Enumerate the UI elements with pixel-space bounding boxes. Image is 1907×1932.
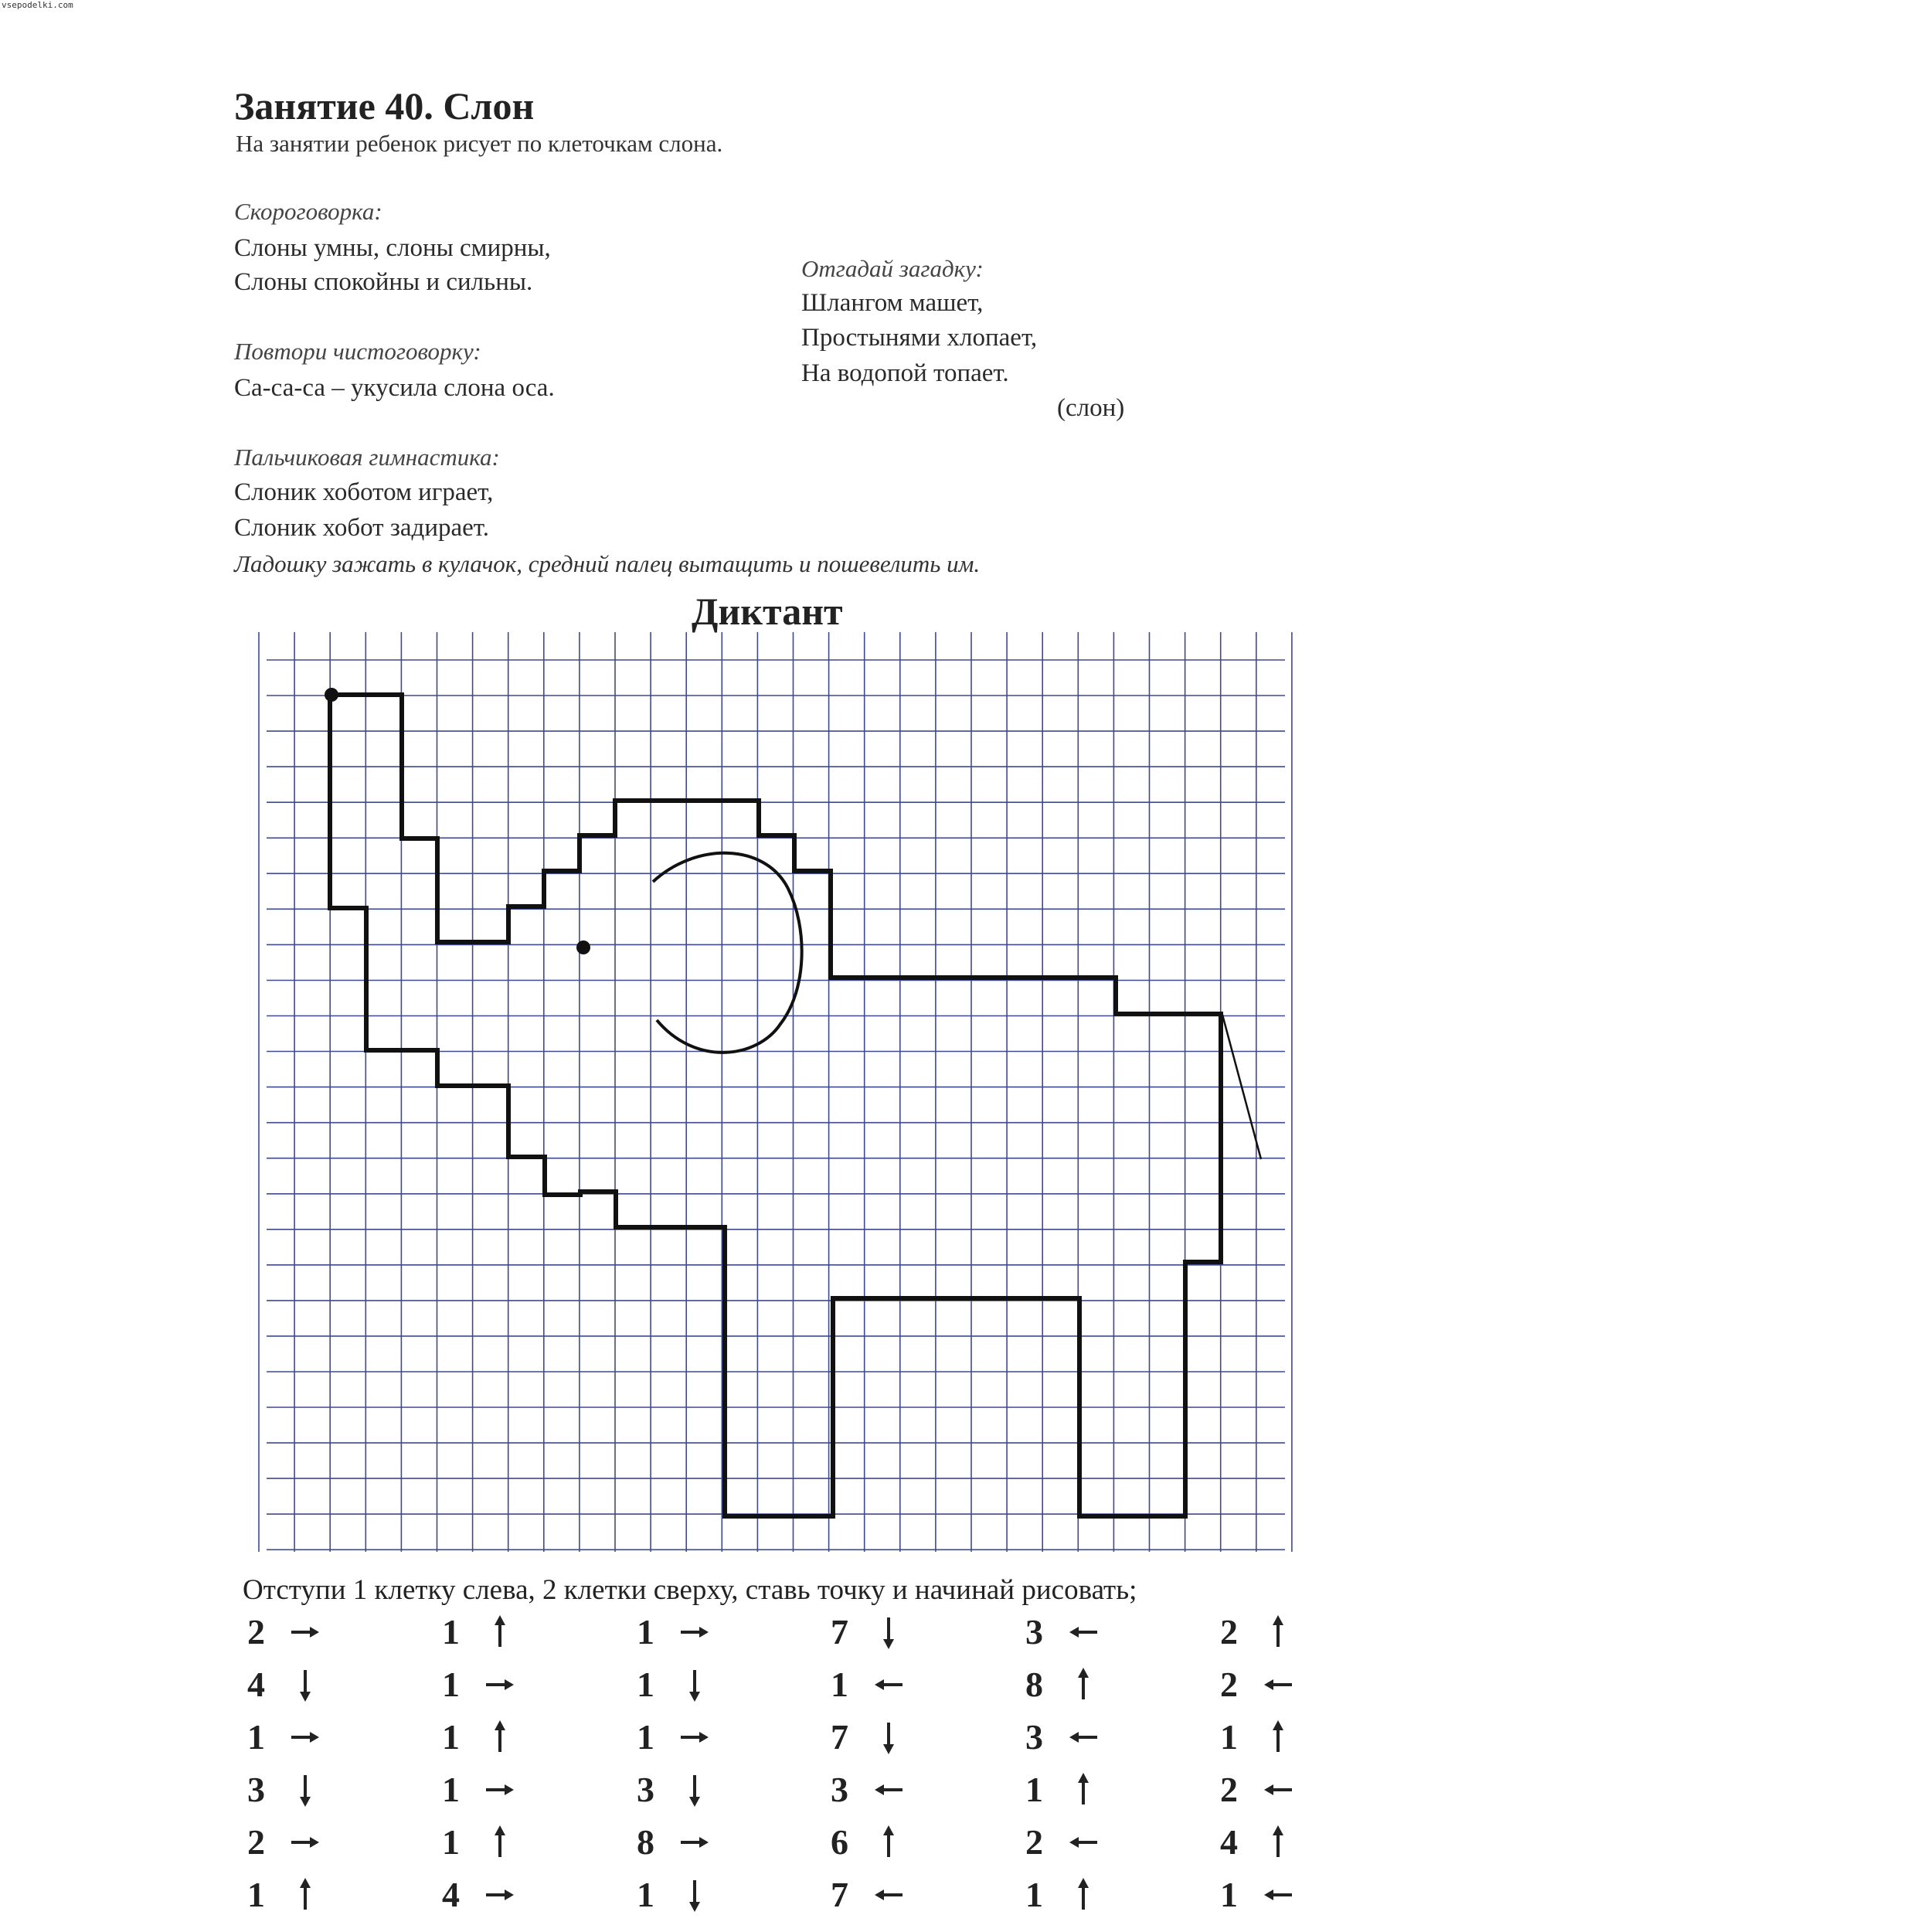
dictant-step [637, 1664, 791, 1716]
step-count: 2 [1220, 1612, 1238, 1651]
dictant-step [442, 1821, 597, 1874]
dictant-step [1220, 1664, 1375, 1716]
step-count: 7 [831, 1612, 848, 1651]
riddle-answer: (слон) [1057, 394, 1125, 422]
lesson-subtitle: На занятии ребенок рисует по клеточкам слона. [236, 130, 723, 157]
dictant-step [637, 1716, 791, 1769]
dictant-step [1025, 1769, 1180, 1821]
elephant-eye [576, 940, 590, 954]
step-count: 4 [442, 1875, 460, 1914]
arrow-up-icon [1068, 1770, 1099, 1809]
arrow-up-icon [484, 1718, 515, 1757]
tongue-twister-label: Скороговорка: [234, 198, 382, 225]
dictant-column [442, 1611, 597, 1927]
step-count: 1 [1220, 1717, 1238, 1757]
dictant-step [247, 1821, 402, 1874]
arrow-left-icon [873, 1876, 904, 1914]
dictant-step [1220, 1769, 1375, 1821]
arrow-right-icon [484, 1876, 515, 1914]
step-count: 1 [831, 1665, 848, 1704]
arrow-up-icon [484, 1823, 515, 1862]
dictant-step [442, 1664, 597, 1716]
arrow-right-icon [484, 1665, 515, 1704]
step-count: 7 [831, 1875, 848, 1914]
arrow-down-icon [679, 1876, 710, 1914]
arrow-right-icon [484, 1770, 515, 1809]
arrow-up-icon [1263, 1718, 1293, 1757]
arrow-down-icon [290, 1665, 321, 1704]
step-count: 2 [1220, 1770, 1238, 1809]
step-count: 2 [1025, 1822, 1043, 1862]
dictant-step [831, 1874, 985, 1927]
dictant-step [247, 1611, 402, 1664]
dictant-column [1025, 1611, 1180, 1927]
dictant-step [442, 1769, 597, 1821]
arrow-down-icon [873, 1613, 904, 1651]
elephant-tail [1222, 1015, 1261, 1159]
step-count: 3 [831, 1770, 848, 1809]
dictant-step [247, 1874, 402, 1927]
arrow-up-icon [873, 1823, 904, 1862]
dictant-step [1220, 1874, 1375, 1927]
pure-phrase-line: Са-са-са – укусила слона оса. [234, 374, 555, 402]
dictant-step [1025, 1874, 1180, 1927]
arrow-up-icon [1263, 1613, 1293, 1651]
tongue-twister-line: Слоны умны, слоны смирны, [234, 234, 551, 262]
step-count: 2 [247, 1822, 265, 1862]
finger-gym-line: Слоник хоботом играет, [234, 478, 494, 506]
arrow-down-icon [873, 1718, 904, 1757]
arrow-left-icon [1068, 1613, 1099, 1651]
arrow-left-icon [1263, 1876, 1293, 1914]
pure-phrase-label: Повтори чистоговорку: [234, 338, 481, 365]
step-count: 1 [442, 1612, 460, 1651]
arrow-right-icon [679, 1613, 710, 1651]
step-count: 8 [1025, 1665, 1043, 1704]
riddle-line: Шлангом машет, [801, 289, 984, 317]
dictant-step [637, 1874, 791, 1927]
dictant-step [247, 1769, 402, 1821]
dictant-step [1220, 1716, 1375, 1769]
dictant-step [637, 1611, 791, 1664]
watermark: vsepodelki.com [2, 0, 73, 10]
lesson-title: Занятие 40. Слон [234, 84, 535, 128]
start-dot [325, 688, 338, 702]
dictant-step [1025, 1611, 1180, 1664]
step-count: 1 [637, 1875, 654, 1914]
dictant-step [831, 1611, 985, 1664]
dictant-title: Диктант [692, 590, 843, 633]
dictant-column [831, 1611, 985, 1927]
step-count: 1 [637, 1665, 654, 1704]
step-count: 2 [1220, 1665, 1238, 1704]
step-count: 6 [831, 1822, 848, 1862]
step-count: 8 [637, 1822, 654, 1862]
dictant-step [442, 1611, 597, 1664]
arrow-left-icon [1263, 1770, 1293, 1809]
step-count: 1 [637, 1612, 654, 1651]
arrow-down-icon [679, 1665, 710, 1704]
step-count: 4 [1220, 1822, 1238, 1862]
arrow-left-icon [873, 1770, 904, 1809]
elephant-outline [330, 695, 1221, 1516]
step-count: 3 [247, 1770, 265, 1809]
step-count: 1 [637, 1717, 654, 1757]
arrow-left-icon [1068, 1823, 1099, 1862]
step-count: 1 [1025, 1875, 1043, 1914]
step-count: 7 [831, 1717, 848, 1757]
arrow-right-icon [290, 1823, 321, 1862]
dictant-step [247, 1716, 402, 1769]
arrow-right-icon [290, 1613, 321, 1651]
arrow-down-icon [290, 1770, 321, 1809]
riddle-line: На водопой топает. [801, 359, 1009, 387]
dictant-column [247, 1611, 402, 1927]
dictant-step [831, 1716, 985, 1769]
dictant-step [247, 1664, 402, 1716]
arrow-up-icon [1263, 1823, 1293, 1862]
arrow-right-icon [679, 1823, 710, 1862]
dictant-step [831, 1821, 985, 1874]
dictant-column [637, 1611, 791, 1927]
arrow-up-icon [1068, 1876, 1099, 1914]
step-count: 3 [1025, 1717, 1043, 1757]
riddle-line: Простынями хлопает, [801, 324, 1038, 352]
step-count: 1 [442, 1717, 460, 1757]
arrow-down-icon [679, 1770, 710, 1809]
step-count: 2 [247, 1612, 265, 1651]
dictant-step [831, 1769, 985, 1821]
dictant-step [442, 1874, 597, 1927]
arrow-up-icon [290, 1876, 321, 1914]
step-count: 3 [1025, 1612, 1043, 1651]
dictant-step [637, 1821, 791, 1874]
finger-gym-instruction: Ладошку зажать в кулачок, средний палец вытащить и пошевелить им. [234, 550, 981, 577]
arrow-left-icon [1263, 1665, 1293, 1704]
dictant-step [442, 1716, 597, 1769]
step-count: 1 [442, 1770, 460, 1809]
dictant-step [637, 1769, 791, 1821]
dictant-column [1220, 1611, 1375, 1927]
finger-gym-label: Пальчиковая гимнастика: [234, 444, 500, 471]
arrow-up-icon [1068, 1665, 1099, 1704]
finger-gym-line: Слоник хобот задирает. [234, 514, 489, 542]
step-count: 1 [247, 1875, 265, 1914]
grid-lines [259, 632, 1292, 1552]
dictant-step [831, 1664, 985, 1716]
dictant-step [1220, 1611, 1375, 1664]
dictant-step [1220, 1821, 1375, 1874]
start-instruction: Отступи 1 клетку слева, 2 клетки сверху, ставь точку и начинай рисовать; [243, 1574, 1137, 1606]
step-count: 1 [442, 1665, 460, 1704]
step-count: 3 [637, 1770, 654, 1809]
elephant-outline-path [330, 695, 1221, 1516]
dictant-step [1025, 1716, 1180, 1769]
step-count: 1 [442, 1822, 460, 1862]
arrow-up-icon [484, 1613, 515, 1651]
dictant-step [1025, 1821, 1180, 1874]
arrow-left-icon [873, 1665, 904, 1704]
step-count: 4 [247, 1665, 265, 1704]
arrow-right-icon [679, 1718, 710, 1757]
dictant-step [1025, 1664, 1180, 1716]
step-count: 1 [1220, 1875, 1238, 1914]
tongue-twister-line: Слоны спокойны и сильны. [234, 268, 533, 296]
arrow-right-icon [290, 1718, 321, 1757]
elephant-ear [653, 853, 802, 1053]
arrow-left-icon [1068, 1718, 1099, 1757]
step-count: 1 [247, 1717, 265, 1757]
step-count: 1 [1025, 1770, 1043, 1809]
riddle-label: Отгадай загадку: [801, 255, 984, 282]
